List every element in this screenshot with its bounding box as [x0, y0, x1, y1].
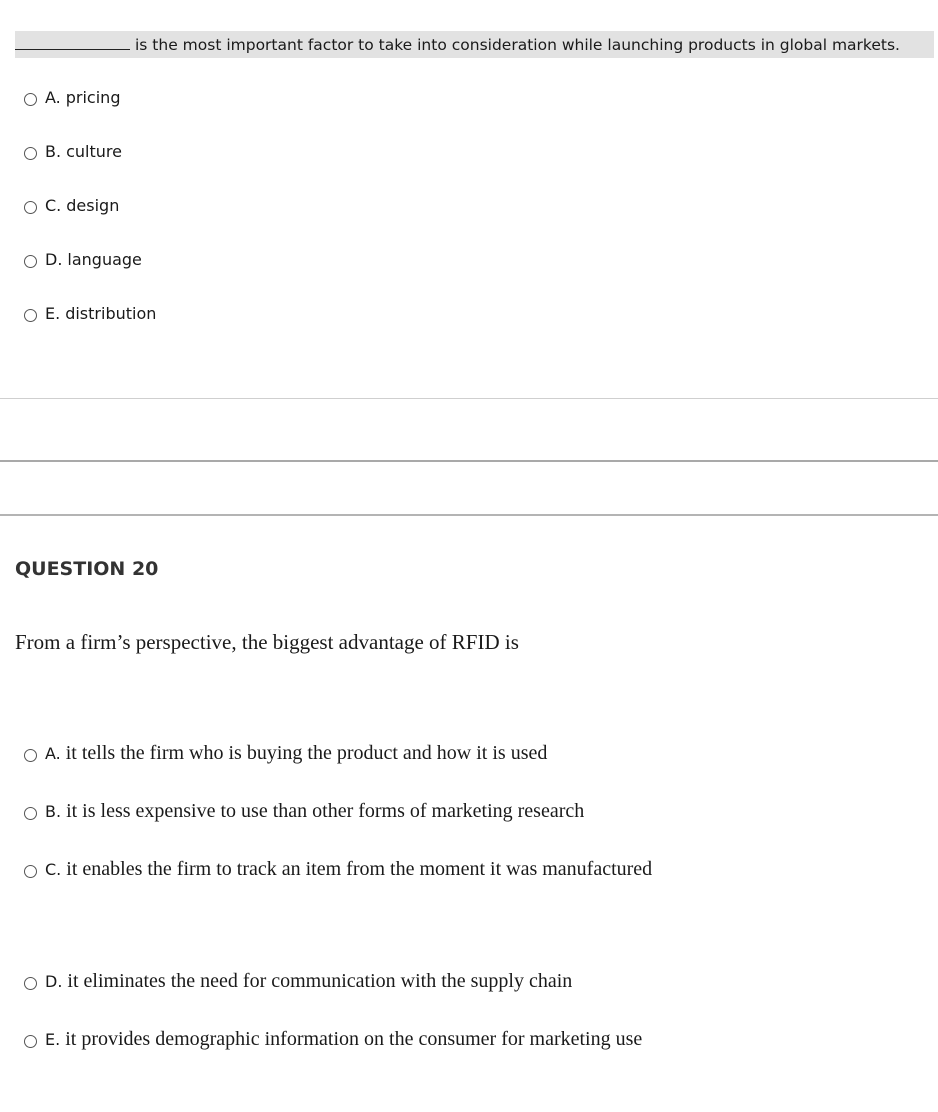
q19-option-c[interactable] [24, 196, 119, 215]
q19-prompt-text: is the most important factor to take into consideration while launching products in global markets. [135, 35, 900, 54]
option-letter: D. [45, 250, 63, 269]
q20-option-e[interactable] [24, 1028, 642, 1051]
divider [0, 398, 938, 399]
q20-prompt: From a firm’s perspective, the biggest advantage of RFID is [15, 630, 519, 654]
q19-prompt [15, 31, 934, 58]
question-number: QUESTION 20 [15, 558, 159, 580]
radio-button[interactable] [24, 749, 37, 762]
option-letter: B. [45, 142, 62, 161]
option-letter: A. [45, 88, 61, 107]
radio-button[interactable] [24, 93, 37, 106]
option-text: it tells the firm who is buying the product and how it is used [65, 742, 548, 764]
radio-button[interactable] [24, 1035, 37, 1048]
option-text: distribution [65, 304, 157, 323]
option-letter: C. [45, 860, 62, 879]
q19-option-e[interactable] [24, 304, 156, 323]
option-letter: A. [45, 744, 61, 763]
option-text: it provides demographic information on the consumer for marketing use [65, 1028, 643, 1050]
q19-option-a[interactable] [24, 88, 120, 107]
answer-blank [15, 35, 130, 50]
radio-button[interactable] [24, 255, 37, 268]
option-text: it enables the firm to track an item from the moment it was manufactured [66, 858, 653, 880]
option-text: it is less expensive to use than other forms of marketing research [66, 800, 585, 822]
q20-option-a[interactable] [24, 742, 547, 765]
q19-option-b[interactable] [24, 142, 122, 161]
radio-button[interactable] [24, 807, 37, 820]
option-text: it eliminates the need for communication with the supply chain [67, 970, 573, 992]
divider [0, 460, 938, 462]
option-letter: C. [45, 196, 62, 215]
option-text: culture [66, 142, 122, 161]
option-letter: D. [45, 972, 63, 991]
option-text: design [66, 196, 120, 215]
radio-button[interactable] [24, 309, 37, 322]
divider [0, 514, 938, 516]
option-text: pricing [65, 88, 121, 107]
q20-option-d[interactable] [24, 970, 572, 993]
radio-button[interactable] [24, 977, 37, 990]
option-letter: E. [45, 304, 61, 323]
q20-option-b[interactable] [24, 800, 584, 823]
q20-option-c[interactable] [24, 858, 652, 881]
q19-option-d[interactable] [24, 250, 142, 269]
radio-button[interactable] [24, 147, 37, 160]
option-text: language [67, 250, 142, 269]
option-letter: B. [45, 802, 62, 821]
radio-button[interactable] [24, 201, 37, 214]
option-letter: E. [45, 1030, 61, 1049]
radio-button[interactable] [24, 865, 37, 878]
